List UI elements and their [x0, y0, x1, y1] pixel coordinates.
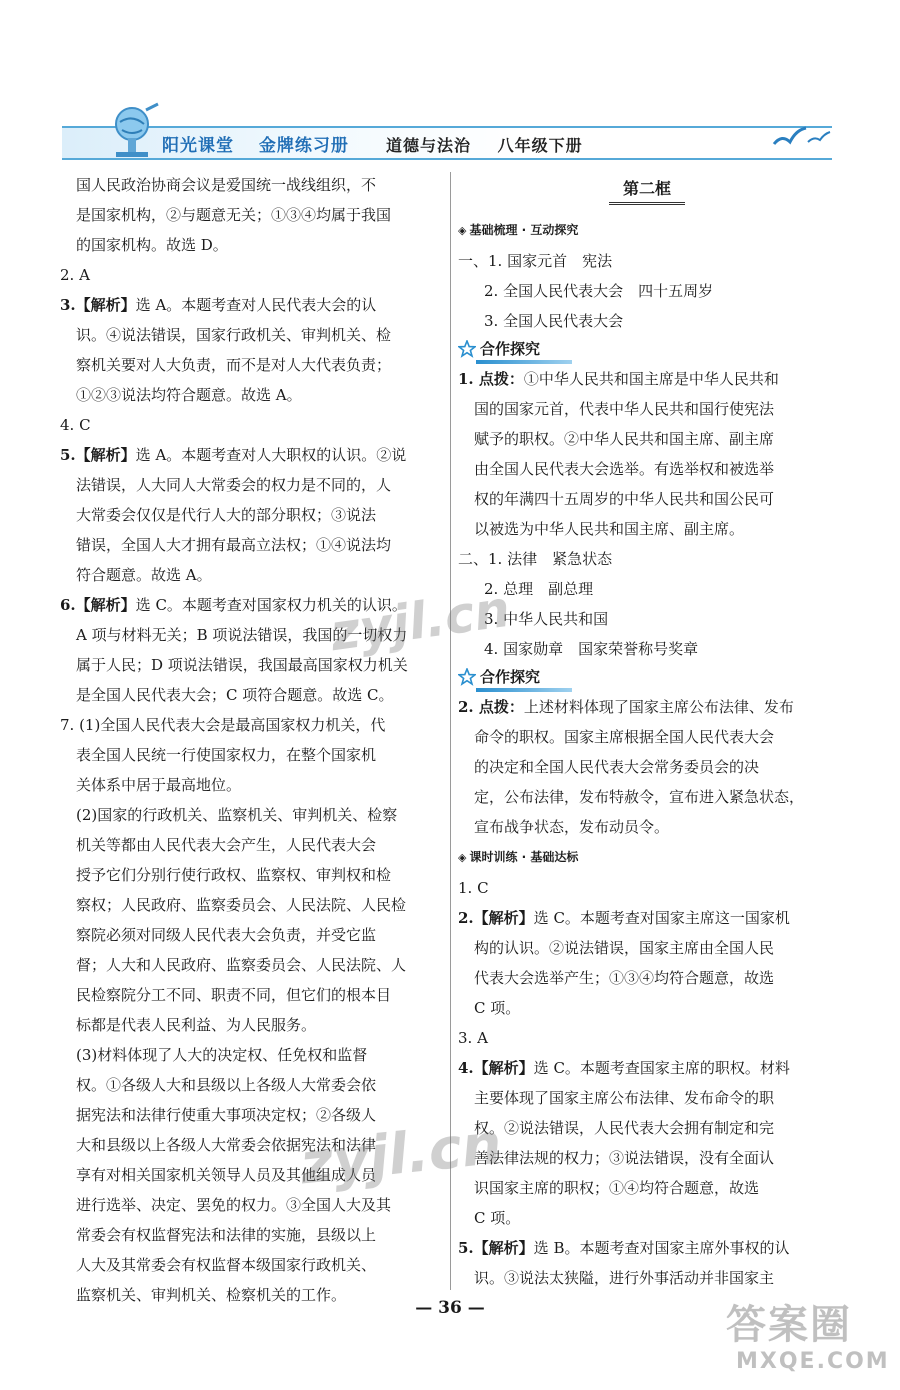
text-line [60, 980, 444, 1010]
line-text: 选 C。本题考查对国家权力机关的认识。 [135, 596, 407, 614]
line-text: 由全国人民代表大会选举。有选举权和被选举 [474, 460, 775, 478]
text-line [458, 1203, 836, 1233]
line-text: 4. C [60, 416, 91, 434]
text-line [458, 1233, 836, 1263]
line-text: 上述材料体现了国家主席公布法律、发布 [523, 698, 794, 716]
line-text: A 项与材料无关；B 项说法错误，我国的一切权力 [76, 626, 408, 644]
brand-series: 金牌练习册 [258, 136, 349, 156]
text-line [458, 1113, 836, 1143]
text-line [458, 306, 836, 336]
text-line [60, 1100, 444, 1130]
text-line [60, 740, 444, 770]
coop-heading-2 [458, 664, 836, 692]
text-line [458, 364, 836, 394]
text-line [458, 484, 836, 514]
line-text: C 项。 [474, 1209, 521, 1227]
text-line [458, 454, 836, 484]
line-text: 是国家机构，②与题意无关；①③④均属于我国 [76, 206, 392, 224]
line-text: 察权；人民政府、监察委员会、人民法院、人民检 [76, 896, 407, 914]
text-line [60, 200, 444, 230]
text-line [60, 860, 444, 890]
left-column [60, 170, 444, 1310]
line-text: 识。④说法错误，国家行政机关、审判机关、检 [76, 326, 392, 344]
text-line [458, 692, 836, 722]
line-text: 属于人民；D 项说法错误，我国最高国家权力机关 [76, 656, 408, 674]
line-text: 享有对相关国家机关领导人员及其他组成人员 [76, 1166, 377, 1184]
text-line [458, 1023, 836, 1053]
frame-title [458, 174, 836, 205]
s3-list [458, 873, 836, 1293]
answer-tag: 6.【解析】 [60, 596, 136, 614]
line-text: 一、1. 国家元首 宪法 [458, 252, 613, 270]
text-line [458, 1083, 836, 1113]
line-text: 符合题意。故选 A。 [76, 566, 212, 584]
text-line [458, 246, 836, 276]
line-text: 监察机关、审判机关、检察机关的工作。 [76, 1286, 347, 1304]
section-heading-basics [458, 215, 836, 246]
globe-telescope-icon [102, 100, 162, 160]
text-line [60, 230, 444, 260]
line-text: 据宪法和法律行使重大事项决定权；②各级人 [76, 1106, 377, 1124]
coop-label: 合作探究 [480, 340, 541, 358]
text-line [60, 920, 444, 950]
line-text: 督；人大和人民政府、监察委员会、人民法院、人 [76, 956, 407, 974]
logo-text-en: MXQE.COM [736, 1349, 890, 1374]
star-icon [458, 668, 476, 686]
line-text: C 项。 [474, 999, 521, 1017]
text-line [458, 993, 836, 1023]
text-line [60, 1220, 444, 1250]
line-text: 善法律法规的权力；③说法错误，没有全面认 [474, 1149, 775, 1167]
line-text: 赋予的职权。②中华人民共和国主席、副主席 [474, 430, 775, 448]
line-text: 3. A [458, 1029, 488, 1047]
section-heading-practice [458, 842, 836, 873]
logo-text-cn: 答案圈 [726, 1302, 852, 1348]
text-line [60, 620, 444, 650]
line-text: 权。②说法错误，人民代表大会拥有制定和完 [474, 1119, 775, 1137]
text-line [60, 890, 444, 920]
line-text: ①中华人民共和国主席是中华人民共和 [523, 370, 779, 388]
line-text: 大常委会仅仅是代行人大的部分职权；③说法 [76, 506, 377, 524]
line-text: 关体系中居于最高地位。 [76, 776, 242, 794]
text-line [458, 782, 836, 812]
line-text: 二、1. 法律 紧急状态 [458, 550, 613, 568]
line-text: 选 A。本题考查对人大职权的认识。②说 [135, 446, 407, 464]
text-line [60, 440, 444, 470]
text-line [60, 770, 444, 800]
line-text: 选 B。本题考查对国家主席外事权的认 [533, 1239, 790, 1257]
line-text: 权。①各级人大和县级以上各级人大常委会依 [76, 1076, 377, 1094]
text-line [458, 1173, 836, 1203]
text-line [458, 574, 836, 604]
s2-list [458, 544, 836, 664]
line-text: 选 C。本题考查对国家主席这一国家机 [533, 909, 790, 927]
coop-label: 合作探究 [480, 668, 541, 686]
line-text: 识国家主席的职权；①④均符合题意，故选 [474, 1179, 760, 1197]
answer-tag: 5.【解析】 [458, 1239, 534, 1257]
line-text: 表全国人民统一行使国家权力，在整个国家机 [76, 746, 377, 764]
line-text: 的决定和全国人民代表大会常务委员会的决 [474, 758, 760, 776]
birds-icon [770, 116, 832, 156]
line-text: 2. A [60, 266, 90, 284]
line-text: 主要体现了国家主席公布法律、发布命令的职 [474, 1089, 775, 1107]
text-line [60, 650, 444, 680]
text-line [458, 752, 836, 782]
text-line [458, 1053, 836, 1083]
line-text: 宣布战争状态，发布动员令。 [474, 818, 670, 836]
line-text: 以被选为中华人民共和国主席、副主席。 [474, 520, 745, 538]
section-heading-text: 课时训练 · 基础达标 [469, 850, 579, 864]
line-text: 察院必须对同级人民代表大会负责，并受它监 [76, 926, 377, 944]
text-line [60, 1160, 444, 1190]
coop-underline [476, 688, 572, 692]
coop1-list [458, 364, 836, 544]
text-line [458, 634, 836, 664]
text-line [60, 1070, 444, 1100]
text-line [60, 170, 444, 200]
text-line [60, 680, 444, 710]
text-line [458, 514, 836, 544]
coop2-list [458, 692, 836, 842]
text-line [458, 873, 836, 903]
line-text: 2. 全国人民代表大会 四十五周岁 [484, 282, 714, 300]
line-text: 常委会有权监督宪法和法律的实施，县级以上 [76, 1226, 377, 1244]
text-line [60, 1010, 444, 1040]
line-text: 识。③说法太狭隘，进行外事活动并非国家主 [474, 1269, 775, 1287]
line-text: (2)国家的行政机关、监察机关、审判机关、检察 [76, 806, 398, 824]
answer-tag: 4.【解析】 [458, 1059, 534, 1077]
text-line [458, 812, 836, 842]
text-line [458, 604, 836, 634]
column-divider [450, 172, 451, 1290]
line-text: 2. 总理 副总理 [484, 580, 594, 598]
text-line [458, 276, 836, 306]
line-text: 大和县级以上各级人大常委会依据宪法和法律 [76, 1136, 377, 1154]
subject-name: 道德与法治 [386, 136, 472, 155]
answer-logo-watermark [726, 1302, 896, 1386]
watermark-mid: zyjl.cn [297, 1111, 505, 1198]
text-line [60, 800, 444, 830]
text-line [458, 722, 836, 752]
right-column [458, 170, 836, 1293]
grade-name: 八年级下册 [497, 136, 583, 155]
answer-tag: 3.【解析】 [60, 296, 136, 314]
line-text: 构的认识。②说法错误，国家主席由全国人民 [474, 939, 775, 957]
star-icon [458, 340, 476, 358]
line-text: 国的国家元首，代表中华人民共和国行使宪法 [474, 400, 775, 418]
text-line [458, 1143, 836, 1173]
line-text: 权的年满四十五周岁的中华人民共和国公民可 [474, 490, 775, 508]
line-text: 错误，全国人大才拥有最高立法权；①④说法均 [76, 536, 392, 554]
text-line [60, 500, 444, 530]
text-line [60, 470, 444, 500]
text-line [60, 1190, 444, 1220]
diamond-icon: ◈ [458, 224, 467, 237]
line-text: 的国家机构。故选 D。 [76, 236, 228, 254]
line-text: 代表大会选举产生；①③④均符合题意，故选 [474, 969, 775, 987]
header-brand [162, 131, 367, 156]
coop-underline [476, 360, 572, 364]
text-line [60, 320, 444, 350]
text-line [60, 350, 444, 380]
text-line [60, 1130, 444, 1160]
diamond-icon: ◈ [458, 851, 467, 864]
coop-heading-1 [458, 336, 836, 364]
line-text: 7. (1)全国人民代表大会是最高国家权力机关，代 [60, 716, 386, 734]
line-text: 选 A。本题考查对人民代表大会的认 [135, 296, 377, 314]
line-text: 定，公布法律，发布特赦令，宣布进入紧急状态， [474, 788, 805, 806]
text-line [60, 950, 444, 980]
text-line [60, 1250, 444, 1280]
line-text: 1. C [458, 879, 489, 897]
header-subject [386, 133, 603, 156]
answer-tag: 2. 点拨： [458, 698, 524, 716]
text-line [60, 380, 444, 410]
text-line [458, 424, 836, 454]
line-text: 3. 中华人民共和国 [484, 610, 609, 628]
text-line [458, 933, 836, 963]
text-line [60, 830, 444, 860]
line-text: 选 C。本题考查国家主席的职权。材料 [533, 1059, 790, 1077]
answer-tag: 2.【解析】 [458, 909, 534, 927]
text-line [458, 963, 836, 993]
line-text: 标都是代表人民利益、为人民服务。 [76, 1016, 317, 1034]
line-text: 法错误，人大同人大常委会的权力是不同的，人 [76, 476, 392, 494]
text-line [458, 1263, 836, 1293]
text-line [60, 590, 444, 620]
text-line [60, 1040, 444, 1070]
line-text: 3. 全国人民代表大会 [484, 312, 624, 330]
line-text: (3)材料体现了人大的决定权、任免权和监督 [76, 1046, 368, 1064]
text-line [60, 260, 444, 290]
frame-title-text: 第二框 [609, 176, 685, 205]
text-line [458, 394, 836, 424]
line-text: 命令的职权。国家主席根据全国人民代表大会 [474, 728, 775, 746]
text-line [458, 544, 836, 574]
brand-name: 阳光课堂 [162, 136, 234, 156]
page-header [62, 100, 832, 164]
line-text: 授予它们分别行使行政权、监察权、审判权和检 [76, 866, 392, 884]
answer-tag: 1. 点拨： [458, 370, 524, 388]
s1-list [458, 246, 836, 336]
line-text: 机关等都由人民代表大会产生，人民代表大会 [76, 836, 377, 854]
text-line [60, 710, 444, 740]
watermark-mid: zyjl.cn [326, 579, 514, 663]
text-line [60, 530, 444, 560]
line-text: 4. 国家勋章 国家荣誉称号奖章 [484, 640, 699, 658]
line-text: ①②③说法均符合题意。故选 A。 [76, 386, 302, 404]
text-line [60, 290, 444, 320]
text-line [60, 560, 444, 590]
line-text: 人大及其常委会有权监督本级国家行政机关、 [76, 1256, 377, 1274]
answer-tag: 5.【解析】 [60, 446, 136, 464]
line-text: 进行选举、决定、罢免的权力。③全国人大及其 [76, 1196, 392, 1214]
text-line [60, 410, 444, 440]
line-text: 察机关要对人大负责，而不是对人大代表负责； [76, 356, 392, 374]
text-line [458, 903, 836, 933]
line-text: 国人民政治协商会议是爱国统一战线组织，不 [76, 176, 377, 194]
line-text: 是全国人民代表大会；C 项符合题意。故选 C。 [76, 686, 394, 704]
line-text: 民检察院分工不同、职责不同，但它们的根本目 [76, 986, 392, 1004]
page-number: — 36 — [415, 1298, 485, 1318]
section-heading-text: 基础梳理 · 互动探究 [469, 223, 579, 237]
